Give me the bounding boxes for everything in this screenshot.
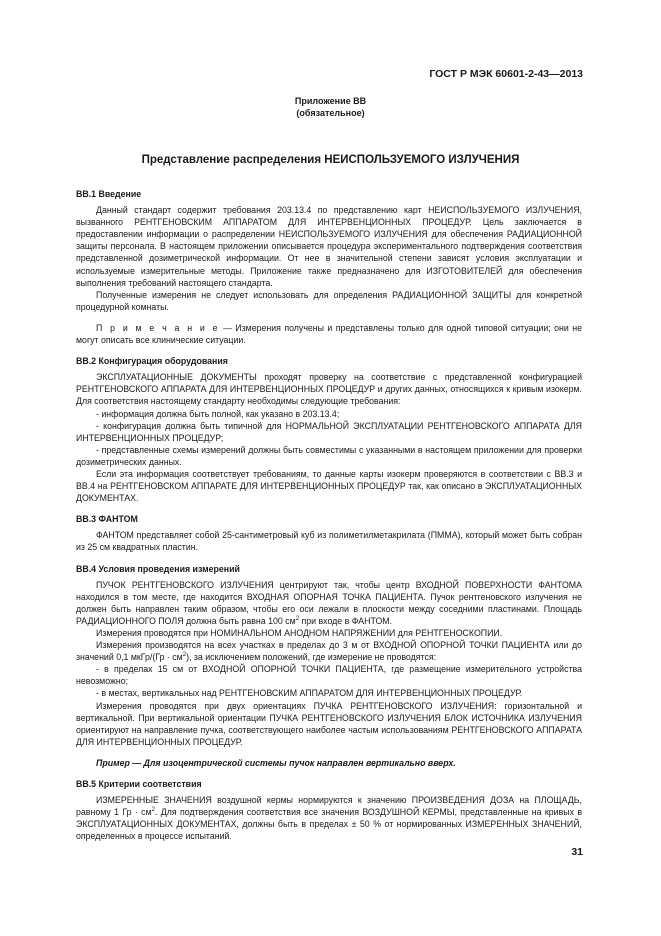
paragraph: ФАНТОМ представляет собой 25-сантиметровый куб из полиметилметакрилата (ПММА), который может быть собран из 25 см квадратных пластин.	[76, 530, 582, 553]
section-title: ВВ.5 Критерии соответствия	[76, 779, 202, 790]
section-bb5	[76, 778, 582, 842]
note-text: — Измерения получены и представлены только для одной типовой ситуации; они не могут описать все клинические ситуации.	[76, 322, 582, 346]
list-item: - представленные схемы измерений должны быть совместимы с указанными в настоящем приложении для проверки дозиметрических данных.	[76, 444, 582, 467]
section-title: ВВ.1 Введение	[76, 189, 142, 199]
example: Пример — Для изоцентрической системы пучок направлен вертикально вверх.	[96, 757, 456, 768]
list-item: - информация должна быть полной, как указано в 203.13.4;	[96, 408, 340, 419]
list-item: - конфигурация должна быть типичной для НОРМАЛЬНОЙ ЭКСПЛУАТАЦИИ РЕНТГЕНОВСКОГО АППАРАТА ДЛЯ ИНТЕРВЕНЦИОННЫХ ПРОЦЕДУР;	[76, 420, 582, 443]
section-bb4	[76, 563, 582, 770]
document-body	[76, 188, 582, 843]
paragraph: Измерения проводятся при НОМИНАЛЬНОМ АНОДНОМ НАПРЯЖЕНИИ для РЕНТГЕНОСКОПИИ.	[96, 628, 503, 638]
list-item: - в местах, вертикальных над РЕНТГЕНОВСКИМ АППАРАТОМ ДЛЯ ИНТЕРВЕНЦИОННЫХ ПРОЦЕДУР.	[96, 688, 523, 699]
paragraph: Измерения проводятся при двух ориентациях ПУЧКА РЕНТГЕНОВСКОГО ИЗЛУЧЕНИЯ: горизонтальной и вертикальной. При вертикальной ориентации ПУЧКА РЕНТГЕНОВСКОГО ИЗЛУЧЕНИЯ БЛОК ИСТОЧНИКА ИЗЛУЧЕНИЯ ориентируют на направление пучка, соответствующего наиболее частым использованиям РЕНТГЕНОВСКОГО АППАРАТА ДЛЯ ИНТЕРВЕНЦИОННЫХ ПРОЦЕДУР.	[76, 700, 582, 747]
paragraph: ПУЧОК РЕНТГЕНОВСКОГО ИЗЛУЧЕНИЯ центрируют так, чтобы центр ВХОДНОЙ ПОВЕРХНОСТИ ФАНТОМА находился в том месте, где находится ВХОДНАЯ ОПОРНАЯ ТОЧКА ПАЦИЕНТА. Пучок рентгеновского излучения не должен быть направлен таким образом, чтобы его оси лежали в плоскости между соседними пластинами. Площадь РАДИАЦИОННОГО ПОЛЯ должна быть равна 100 $см^2$ при входе в ФАНТОМ.	[76, 579, 582, 626]
section-bb3	[76, 513, 582, 553]
annex-heading	[0, 95, 661, 119]
list-item: - в пределах 15 см от ВХОДНОЙ ОПОРНОЙ ТОЧКИ ПАЦИЕНТА, где размещение измерительного устройства невозможно;	[76, 664, 582, 687]
section-title: ВВ.2 Конфигурация оборудования	[76, 356, 228, 367]
note-label: П р и м е ч а н и е	[96, 322, 220, 333]
page-number: 31	[571, 846, 583, 858]
section-title: ВВ.3 ФАНТОМ	[76, 514, 138, 525]
section-bb2	[76, 355, 582, 504]
note	[76, 322, 582, 346]
section-title: ВВ.4 Условия проведения измерений	[76, 563, 240, 574]
annex-label: Приложение ВВ	[294, 96, 367, 106]
section-bb1	[76, 188, 582, 346]
paragraph: Данный стандарт содержит требования 203.13.4 по представлению карт НЕИСПОЛЬЗУЕМОГО ИЗЛУЧЕНИЯ, вызванного РЕНТГЕНОВСКИМ АППАРАТОМ ДЛЯ ИНТЕРВЕНЦИОННЫХ ПРОЦЕДУР. Цель заключается в предоставлении информации о распределении НЕИСПОЛЬЗУЕМОГО ИЗЛУЧЕНИЯ для обеспечения РАДИАЦИОННОЙ защиты персонала. В настоящем приложении описывается процедура экспериментального подтверждения соответствия представленной дозиметрической информации. От нее в значительной степени зависят условия эксплуатации и используемые измерительные методы. Приложение также предназначено для ИЗГОТОВИТЕЛЕЙ для обеспечения выполнения требований настоящего стандарта.	[76, 205, 582, 288]
paragraph: ЭКСПЛУАТАЦИОННЫЕ ДОКУМЕНТЫ проходят проверку на соответствие с представленной конфигурацией РЕНТГЕНОВСКОГО АППАРАТА ДЛЯ ИНТЕРВЕНЦИОННЫХ ПРОЦЕДУР и других данных, относящихся к кривым изокерм. Для соответствия настоящему стандарту необходимы следующие требования:	[76, 372, 582, 407]
paragraph: Измерения производятся на всех участках в пределах до 3 м от ВХОДНОЙ ОПОРНОЙ ТОЧКИ ПАЦИЕНТА или до значений 0,1 мкГр/(Гр · $см^2$), за исключением положений, где измерение не проводятся:	[76, 640, 582, 663]
page-title: Представление распределения НЕИСПОЛЬЗУЕМОГО ИЗЛУЧЕНИЯ	[141, 154, 520, 166]
standard-designation: ГОСТ Р МЭК 60601-2-43—2013	[429, 68, 583, 80]
paragraph: ИЗМЕРЕННЫЕ ЗНАЧЕНИЯ воздушной кермы нормируются к значению ПРОИЗВЕДЕНИЯ ДОЗА на ПЛОЩАДЬ, равному 1 Гр · $см^2$. Для подтверждения соответствия все значения ВОЗДУШНОЙ КЕРМЫ, представленные на кривых в ЭКСПЛУАТАЦИОННЫХ ДОКУМЕНТАХ, должны быть в пределах ± 50 % от нормированных ИЗМЕРЕННЫХ ЗНАЧЕНИЙ, определенных в процессе испытаний.	[76, 795, 582, 842]
paragraph: Если эта информация соответствует требованиям, то данные карты изокерм проверяются в соответствии с ВВ.3 и ВВ.4 на РЕНТГЕНОВСКОМ АППАРАТЕ ДЛЯ ИНТЕРВЕНЦИОННЫХ ПРОЦЕДУР так, как описано в ЭКСПЛУАТАЦИОННЫХ ДОКУМЕНТАХ.	[76, 468, 582, 504]
annex-status: (обязательное)	[296, 108, 365, 118]
paragraph: Полученные измерения не следует использовать для определения РАДИАЦИОННОЙ ЗАЩИТЫ для конкретной процедурной комнаты.	[76, 289, 582, 312]
